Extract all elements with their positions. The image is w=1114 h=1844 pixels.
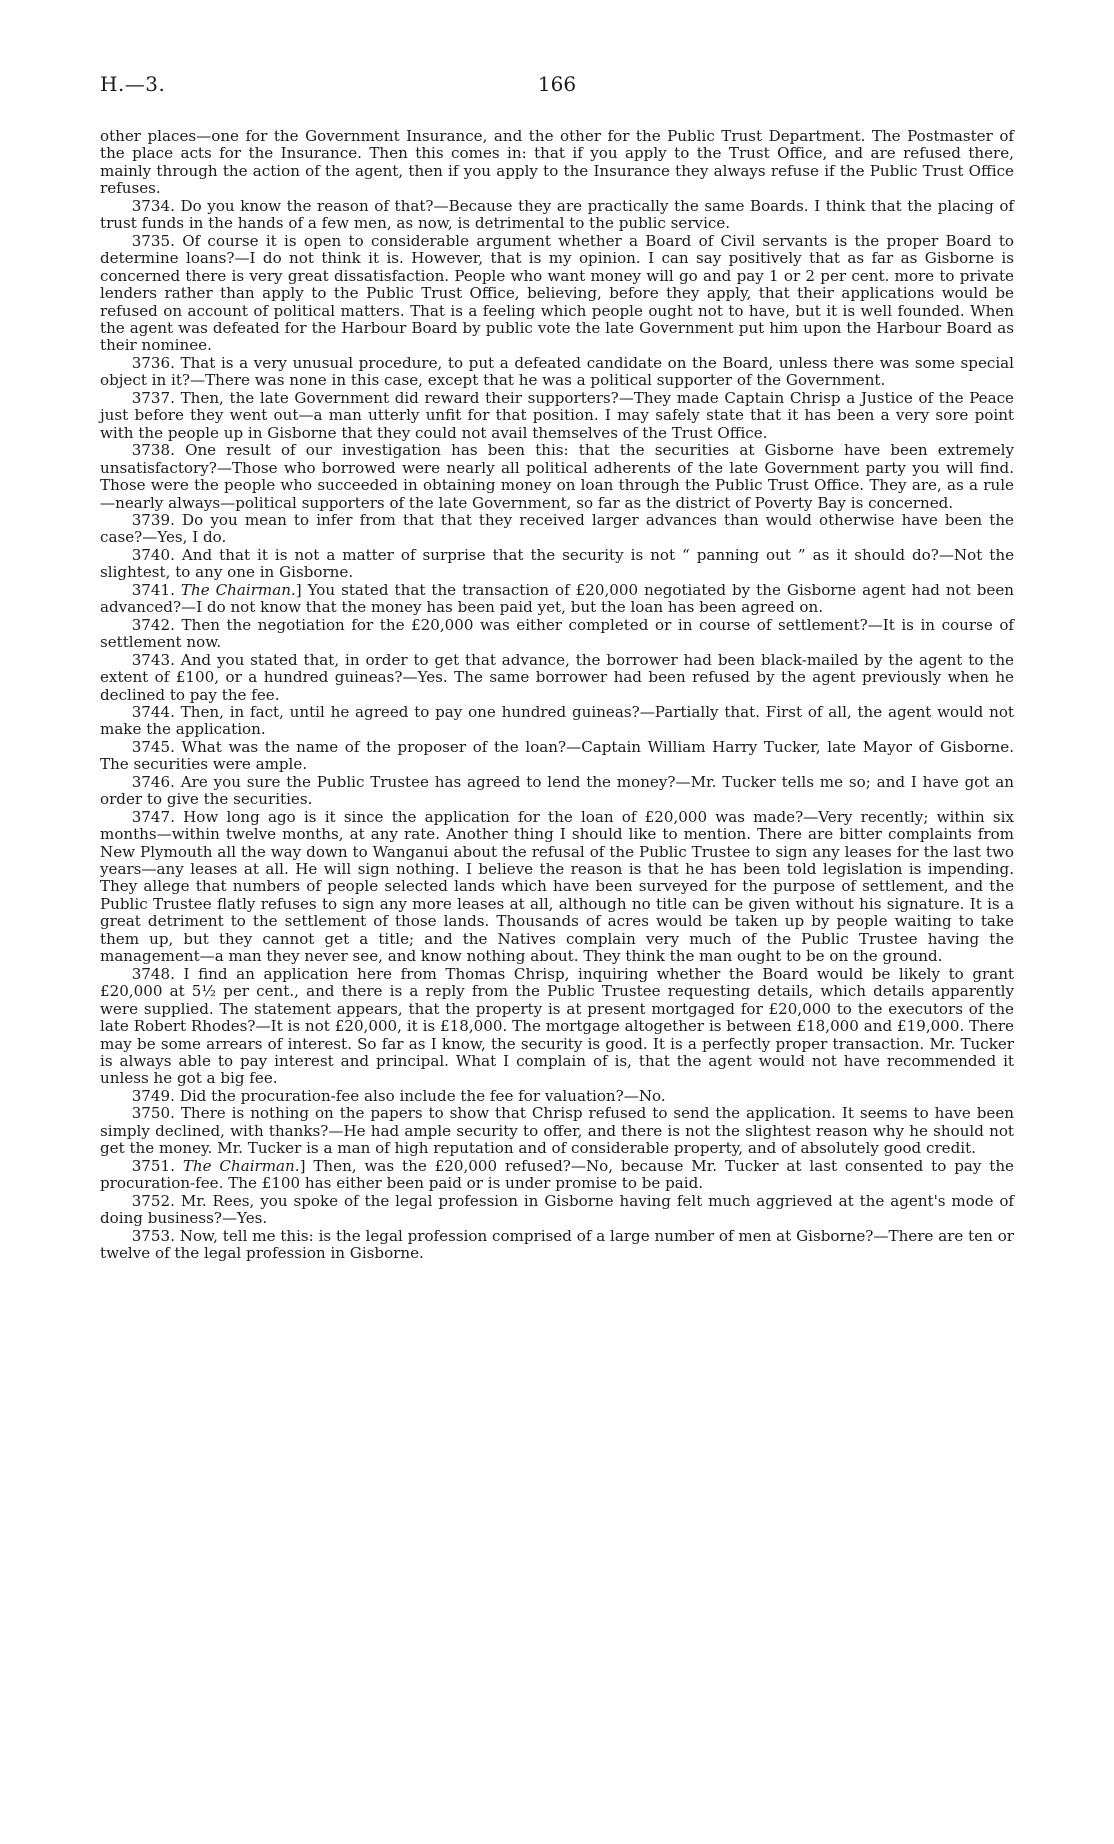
paragraph: 3749. Did the procuration-fee also include the fee for valuation?—No. bbox=[131, 1086, 666, 1105]
report-reference: H.—3. bbox=[100, 72, 166, 96]
paragraph bbox=[100, 582, 1014, 617]
paragraph-text: ] You stated that the transaction of £20,000 negotiated by the Gisborne agent had not been advanced?—I do not know that the money has been paid yet, but the loan has been agreed on. bbox=[100, 580, 1014, 617]
paragraph: 3735. Of course it is open to considerable argument whether a Board of Civil servants is the proper Board to determine loans?—I do not think it is. However, that is my opinion. I can say positively that as far as Gisborne is concerned there is very great dissatisfaction. People who want money will go and pay 1 or 2 per cent. more to private lenders rather than apply to the Public Trust Office, believing, before they apply, that their applications would be refused on account of political matters. That is a feeling which people ought not to have, but it is well founded. When the agent was defeated for the Harbour Board by public vote the late Government put him upon the Harbour Board as their nominee. bbox=[100, 231, 1014, 355]
paragraph: 3748. I find an application here from Thomas Chrisp, inquiring whether the Board would be likely to grant £20,000 at 5½ per cent., and there is a reply from the Public Trustee requesting details, which details apparently were supplied. The statement appears, that the property is at present mortgaged for £20,000 to the executors of the late Robert Rhodes?—It is not £20,000, it is £18,000. The mortgage altogether is between £18,000 and £19,000. There may be some arrears of interest. So far as I know, the security is good. It is a perfectly proper transaction. Mr. Tucker is always able to pay interest and principal. What I complain of is, that the agent would not have recommended it unless he got a big fee. bbox=[100, 964, 1014, 1088]
paragraph: 3743. And you stated that, in order to get that advance, the borrower had been black-mailed by the agent to the extent of £100, or a hundred guineas?—Yes. The same borrower had been refused by the agent previously when he declined to pay the fee. bbox=[100, 650, 1014, 704]
speaker-label: The Chairman. bbox=[180, 580, 296, 599]
paragraph: 3750. There is nothing on the papers to show that Chrisp refused to send the application. It seems to have been simply declined, with thanks?—He had ample security to offer, and there is not the slightest reason why he should not get the money. Mr. Tucker is a man of high reputation and of considerable property, and of absolutely good credit. bbox=[100, 1104, 1014, 1158]
page-number: 166 bbox=[537, 72, 577, 96]
paragraph: 3752. Mr. Rees, you spoke of the legal profession in Gisborne having felt much aggrieved at the agent's mode of doing business?—Yes. bbox=[100, 1191, 1014, 1228]
paragraph: 3745. What was the name of the proposer of the loan?—Captain William Harry Tucker, late Mayor of Gisborne. The securities were ample. bbox=[100, 737, 1014, 774]
paragraph: 3742. Then the negotiation for the £20,000 was either completed or in course of settlement?—It is in course of settlement now. bbox=[100, 615, 1014, 652]
page-header bbox=[100, 72, 1014, 102]
body-text bbox=[100, 128, 1014, 1262]
paragraph: 3738. One result of our investigation has been this: that the securities at Gisborne have been extremely unsatisfactory?—Those who borrowed were nearly all political adherents of the late Government party you will find. Those were the people who succeeded in obtaining money on loan through the Public Trust Office. They are, as a rule—nearly always—political supporters of the late Government, so far as the district of Poverty Bay is concerned. bbox=[100, 441, 1014, 512]
paragraph: 3737. Then, the late Government did reward their supporters?—They made Captain Chrisp a Justice of the Peace just before they went out—a man utterly unfit for that position. I may safely state that it has been a very sore point with the people up in Gisborne that they could not avail themselves of the Trust Office. bbox=[100, 388, 1014, 442]
paragraph: 3744. Then, in fact, until he agreed to pay one hundred guineas?—Partially that. First of all, the agent would not make the application. bbox=[100, 702, 1014, 739]
question-number: 3741. bbox=[131, 580, 181, 599]
question-number: 3751. bbox=[131, 1156, 183, 1175]
paragraph: 3739. Do you mean to infer from that that they received larger advances than would otherwise have been the case?—Yes, I do. bbox=[100, 510, 1014, 547]
speaker-label: The Chairman. bbox=[182, 1156, 300, 1175]
paragraph bbox=[100, 1158, 1014, 1193]
paragraph: 3734. Do you know the reason of that?—Because they are practically the same Boards. I think that the placing of trust funds in the hands of a few men, as now, is detrimental to the public service. bbox=[100, 196, 1014, 233]
paragraph-text: ] Then, was the £20,000 refused?—No, because Mr. Tucker at last consented to pay the procuration-fee. The £100 has either been paid or is under promise to be paid. bbox=[100, 1156, 1014, 1193]
paragraph: 3746. Are you sure the Public Trustee has agreed to lend the money?—Mr. Tucker tells me so; and I have got an order to give the securities. bbox=[100, 772, 1014, 809]
paragraph: other places—one for the Government Insurance, and the other for the Public Trust Department. The Postmaster of the place acts for the Insurance. Then this comes in: that if you apply to the Trust Office, and are refused there, mainly through the action of the agent, then if you apply to the Insurance they always refuse if the Public Trust Office refuses. bbox=[100, 127, 1014, 198]
paragraph: 3753. Now, tell me this: is the legal profession comprised of a large number of men at Gisborne?—There are ten or twelve of the legal profession in Gisborne. bbox=[100, 1226, 1014, 1262]
paragraph: 3736. That is a very unusual procedure, to put a defeated candidate on the Board, unless there was some special object in it?—There was none in this case, except that he was a political supporter of the Government. bbox=[100, 353, 1014, 390]
paragraph: 3740. And that it is not a matter of surprise that the security is not “ panning out ” as it should do?—Not the slightest, to any one in Gisborne. bbox=[100, 545, 1014, 582]
paragraph: 3747. How long ago is it since the application for the loan of £20,000 was made?—Very recently; within six months—within twelve months, at any rate. Another thing I should like to mention. There are bitter complaints from New Plymouth all the way down to Wanganui about the refusal of the Public Trustee to sign any leases for the last two years—any leases at all. He will sign nothing. I believe the reason is that he has been told legislation is impending. They allege that numbers of people selected lands which have been surveyed for the purpose of settlement, and the Public Trustee flatly refuses to sign any more leases at all, although no title can be given without his signature. It is a great detriment to the settlement of those lands. Thousands of acres would be taken up by people waiting to take them up, but they cannot get a title; and the Natives complain very much of the Public Trustee having the management—a man they never see, and know nothing about. They think the man ought to be on the ground. bbox=[100, 807, 1014, 966]
